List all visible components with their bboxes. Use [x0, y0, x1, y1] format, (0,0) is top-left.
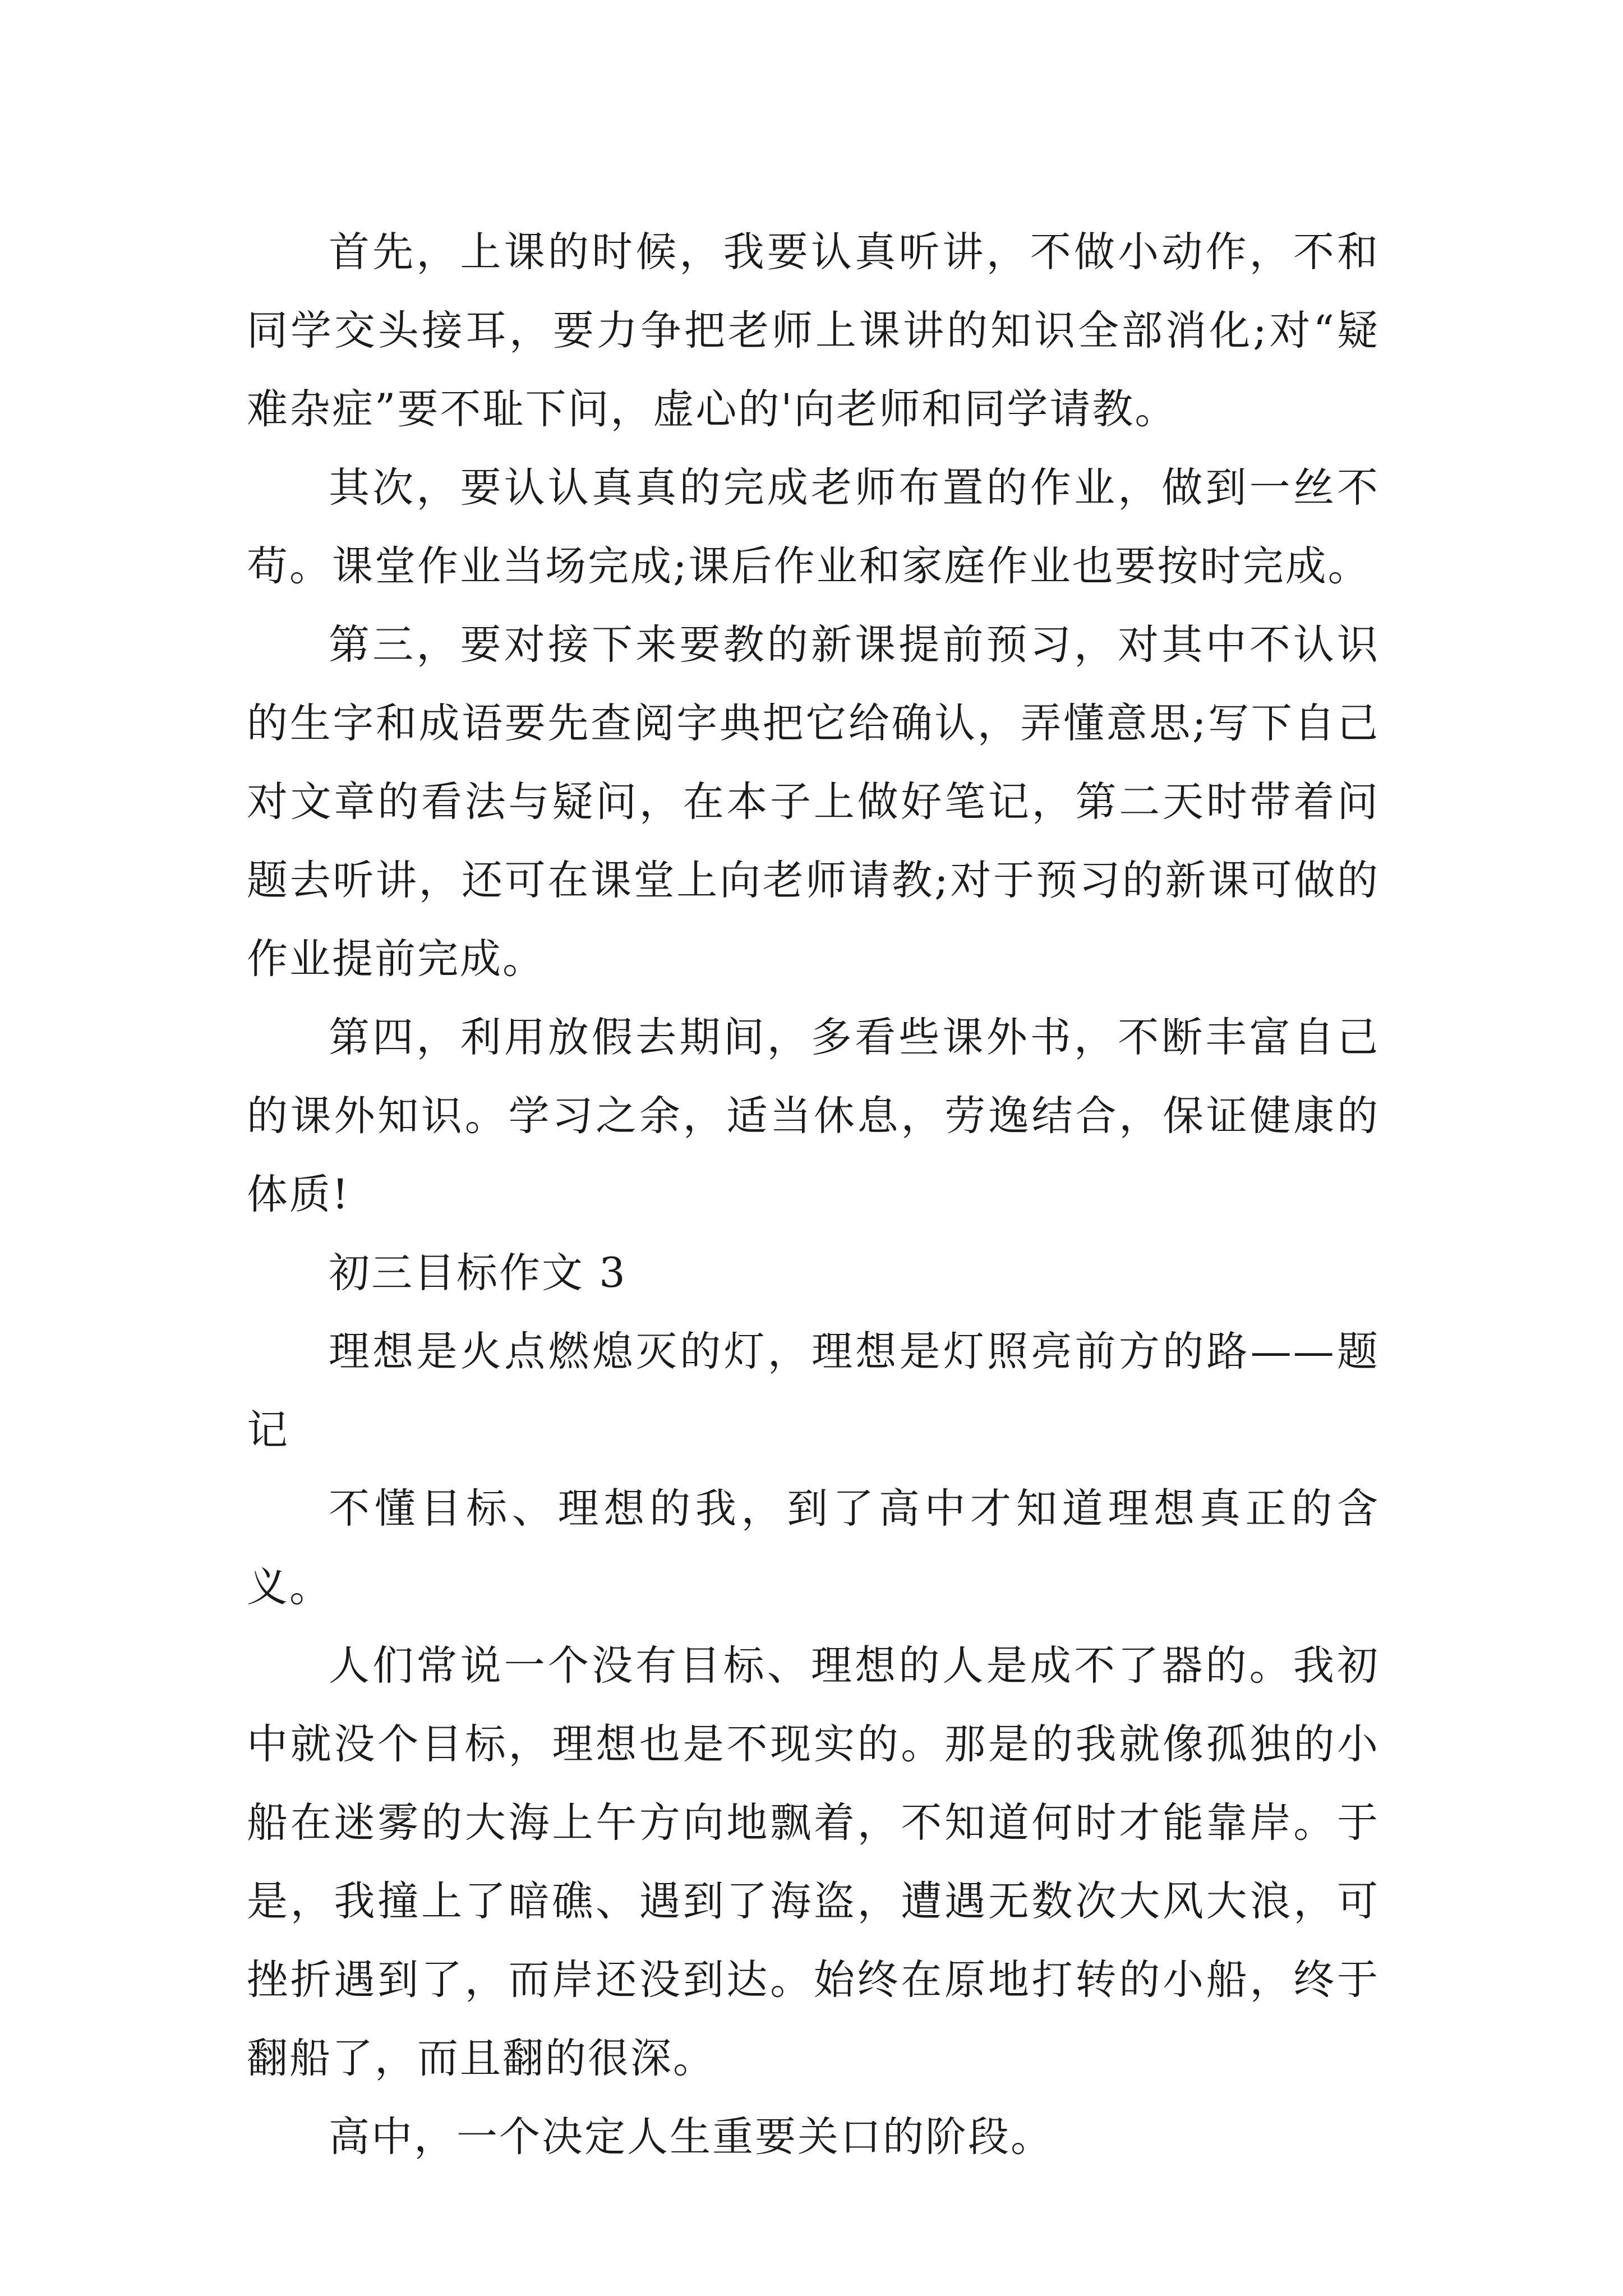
section-heading: 初三目标作文 3 — [329, 1249, 627, 1297]
document-body — [247, 213, 1380, 2177]
paragraph-8: 高中，一个决定人生重要关口的阶段。 — [329, 2113, 1053, 2161]
paragraph-7: 人们常说一个没有目标、理想的人是成不了器的。我初中就没个目标，理想也是不现实的。那是的我就像孤独的小船在迷雾的大海上午方向地飘着，不知道何时才能靠岸。于是，我撞上了暗礁、遇到了海盗，遭遇无数次大风大浪，可挫折遇到了，而岸还没到达。始终在原地打转的小船，终于翻船了，而且翻的很深。 — [247, 1642, 1380, 2082]
paragraph-2: 其次，要认认真真的完成老师布置的作业，做到一丝不苟。课堂作业当场完成;课后作业和家庭作业也要按时完成。 — [247, 464, 1380, 590]
paragraph-1: 首先，上课的时候，我要认真听讲，不做小动作，不和同学交头接耳，要力争把老师上课讲的知识全部消化;对“疑难杂症”要不耻下问，虚心的'向老师和同学请教。 — [247, 228, 1380, 433]
paragraph-epigraph: 理想是火点燃熄灭的灯，理想是灯照亮前方的路——题记 — [247, 1328, 1380, 1454]
paragraph-4: 第四，利用放假去期间，多看些课外书，不断丰富自己的课外知识。学习之余，适当休息，劳逸结合，保证健康的体质! — [247, 1014, 1380, 1218]
paragraph-6: 不懂目标、理想的我，到了高中才知道理想真正的含义。 — [247, 1485, 1380, 1611]
paragraph-3: 第三，要对接下来要教的新课提前预习，对其中不认识的生字和成语要先查阅字典把它给确认，弄懂意思;写下自己对文章的看法与疑问，在本子上做好笔记，第二天时带着问题去听讲，还可在课堂上向老师请教;对于预习的新课可做的作业提前完成。 — [247, 621, 1380, 983]
